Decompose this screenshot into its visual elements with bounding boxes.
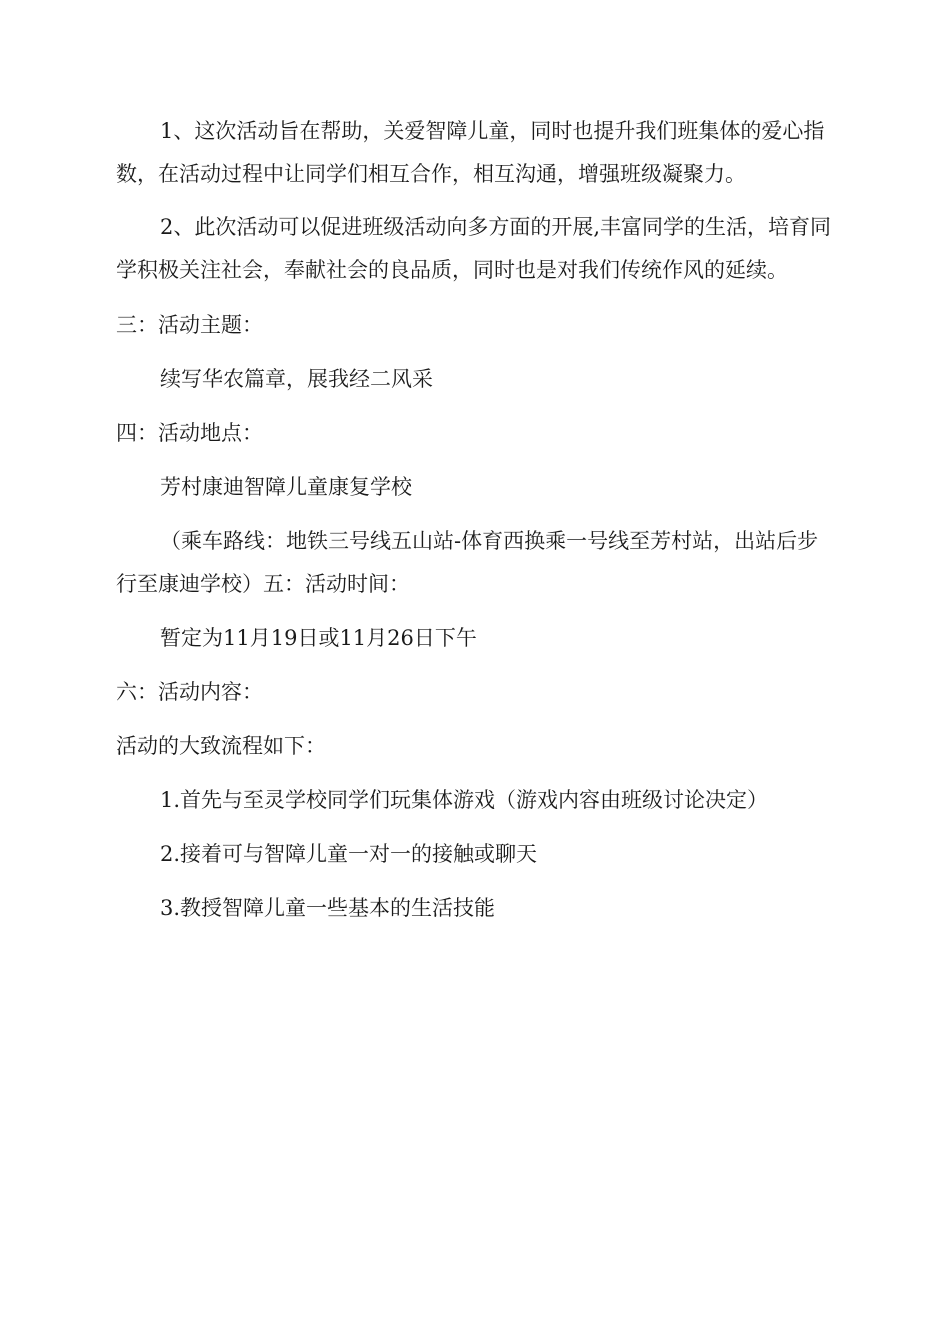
list-item: 2.接着可与智障儿童一对一的接触或聊天 xyxy=(160,842,538,866)
section-heading-theme: 三：活动主题： xyxy=(116,313,263,337)
location-text: 芳村康迪智障儿童康复学校 xyxy=(160,475,412,499)
document-body xyxy=(116,110,836,930)
section-heading-content: 六：活动内容： xyxy=(116,680,263,704)
list-item: 3.教授智障儿童一些基本的生活技能 xyxy=(160,896,496,920)
route-text: （乘车路线：地铁三号线五山站-体育西换乘一号线至芳村站，出站后步行至康迪学校）五：活动时间： xyxy=(116,529,819,596)
section-heading-location: 四：活动地点： xyxy=(116,421,263,445)
paragraph-purpose-2: 2、此次活动可以促进班级活动向多方面的开展,丰富同学的生活，培育同学积极关注社会，奉献社会的良品质，同时也是对我们传统作风的延续。 xyxy=(116,215,832,282)
list-item: 1.首先与至灵学校同学们玩集体游戏（游戏内容由班级讨论决定） xyxy=(160,788,769,812)
flow-intro: 活动的大致流程如下： xyxy=(116,734,326,758)
theme-text: 续写华农篇章，展我经二风采 xyxy=(160,367,433,391)
time-text: 暂定为11月19日或11月26日下午 xyxy=(160,626,477,650)
paragraph-purpose-1: 1、这次活动旨在帮助，关爱智障儿童，同时也提升我们班集体的爱心指数，在活动过程中让同学们相互合作，相互沟通，增强班级凝聚力。 xyxy=(116,119,825,186)
